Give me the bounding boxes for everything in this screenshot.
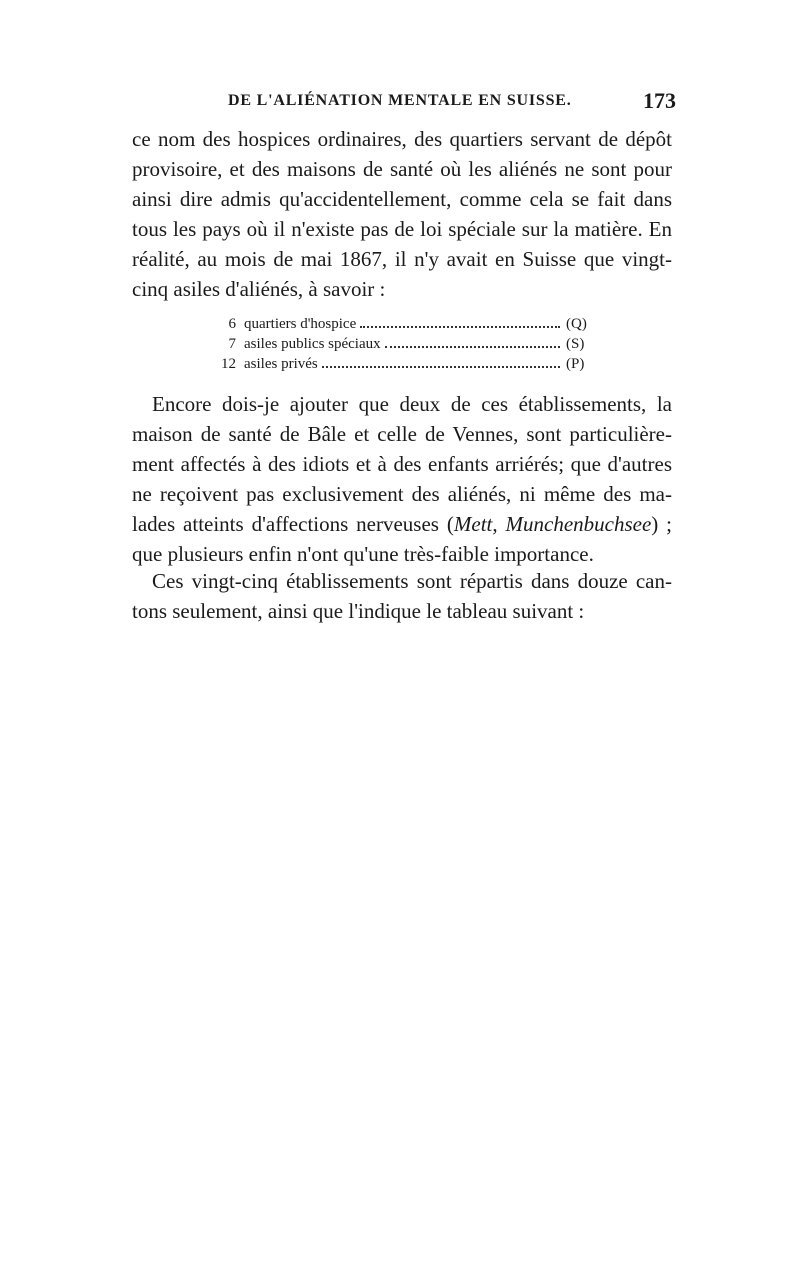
- running-title: DE L'ALIÉNATION MENTALE EN SUISSE.: [228, 92, 572, 109]
- dot-leader: [385, 346, 560, 348]
- text-segment: ,: [492, 512, 506, 536]
- summary-code: (Q): [566, 316, 587, 332]
- place-name: Mett: [453, 512, 493, 536]
- text-segment: lades atteints d'affections nerveuses (: [132, 512, 454, 536]
- text-line: Encore dois-je ajouter que deux de ces établissements, la: [152, 392, 672, 416]
- summary-code: (P): [566, 356, 585, 372]
- summary-code: (S): [566, 336, 585, 352]
- place-name: Munchenbuchsee: [505, 512, 652, 536]
- summary-count: 7: [228, 336, 236, 352]
- text-line: tous les pays où il n'existe pas de loi spéciale sur la matière. En: [132, 217, 672, 241]
- summary-label: asiles publics spéciaux: [244, 336, 381, 352]
- summary-row: [212, 354, 592, 374]
- summary-row: [212, 334, 592, 354]
- paragraph-institutions: [132, 389, 672, 569]
- text-line: ce nom des hospices ordinaires, des quartiers servant de dépôt: [132, 127, 672, 151]
- text-line: Ces vingt-cinq établissements sont répartis dans douze can-: [152, 569, 672, 593]
- text-line: cinq asiles d'aliénés, à savoir :: [132, 277, 386, 301]
- text-line: que plusieurs enfin n'ont qu'une très-faible importance.: [132, 542, 594, 566]
- page-number: 173: [643, 88, 676, 113]
- asylum-summary-list: [212, 314, 592, 374]
- summary-label: asiles privés: [244, 356, 318, 372]
- text-segment: ) ;: [651, 512, 673, 536]
- summary-count: 6: [228, 316, 236, 332]
- text-line: [132, 509, 672, 539]
- summary-row: [212, 314, 592, 334]
- intro-paragraph: [132, 124, 672, 304]
- dot-leader: [322, 366, 560, 368]
- text-line: provisoire, et des maisons de santé où les aliénés ne sont pour: [132, 157, 672, 181]
- dot-leader: [360, 326, 560, 328]
- summary-count: 12: [221, 356, 236, 372]
- text-line: ment affectés à des idiots et à des enfants arriérés; que d'autres: [132, 452, 672, 476]
- text-line: maison de santé de Bâle et celle de Vennes, sont particulière-: [132, 422, 672, 446]
- text-line: ne reçoivent pas exclusivement des aliénés, ni même des ma-: [132, 482, 672, 506]
- paragraph-cantons: [132, 566, 672, 626]
- page-header: [132, 88, 676, 120]
- text-line: tons seulement, ainsi que l'indique le tableau suivant :: [132, 599, 585, 623]
- summary-label: quartiers d'hospice: [244, 316, 357, 332]
- text-line: ainsi dire admis qu'accidentellement, comme cela se fait dans: [132, 187, 672, 211]
- text-line: réalité, au mois de mai 1867, il n'y avait en Suisse que vingt-: [132, 247, 672, 271]
